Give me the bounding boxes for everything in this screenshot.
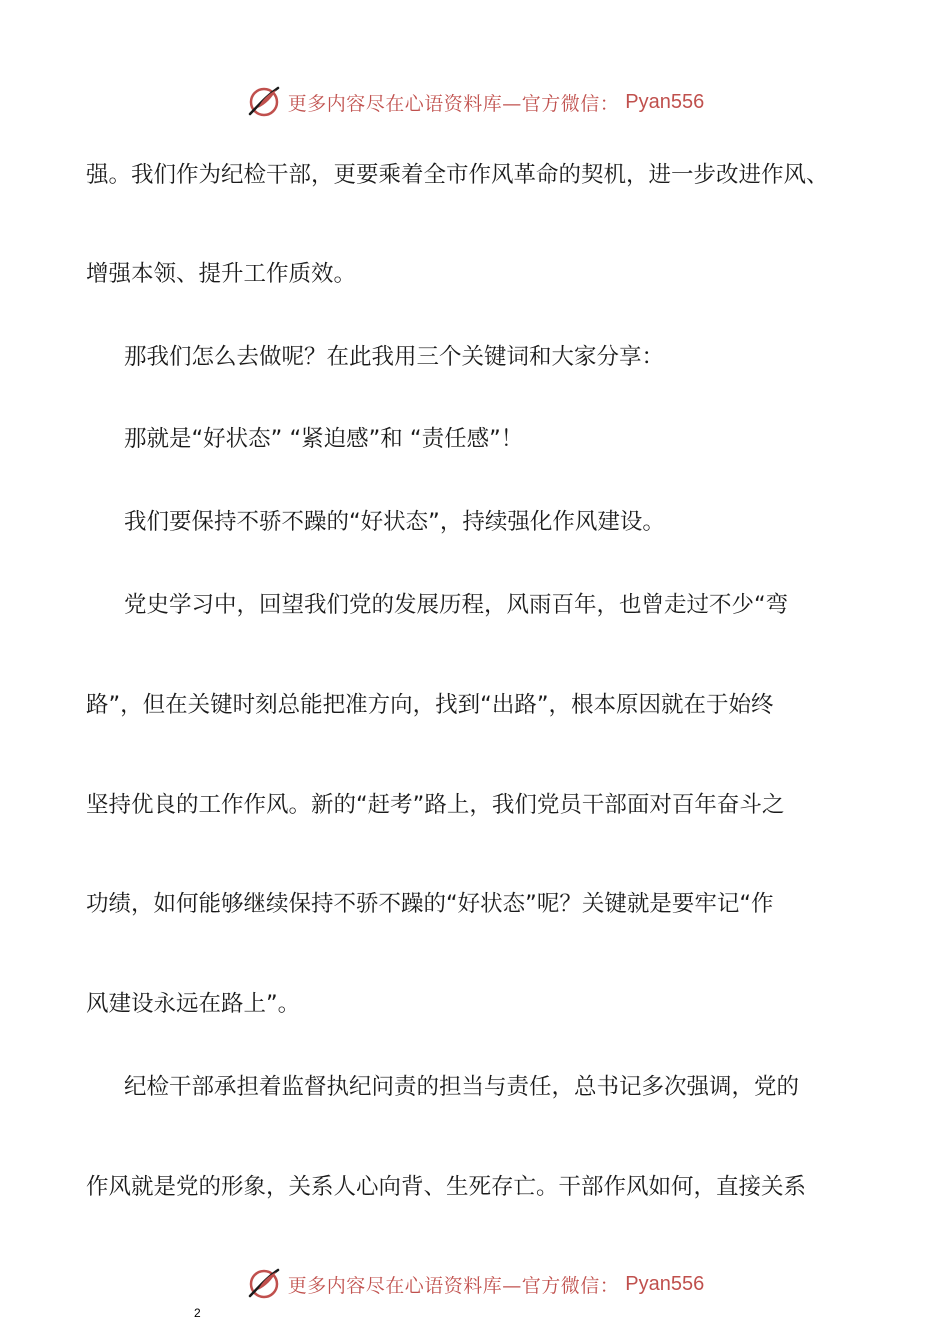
header-banner-text: 更多内容尽在心语资料库—官方微信： <box>287 92 620 115</box>
body-line: 风建设永远在路上”。 <box>86 991 301 1017</box>
page-number: 2 <box>194 1306 201 1320</box>
body-line: 坚持优良的工作作风。新的“赶考”路上，我们党员干部面对百年奋斗之 <box>86 792 785 818</box>
body-line: 功绩，如何能够继续保持不骄不躁的“好状态”呢？关键就是要牢记“作 <box>86 891 774 917</box>
body-line: 我们要保持不骄不躁的“好状态”，持续强化作风建设。 <box>124 509 665 535</box>
body-line: 那就是“好状态” “紧迫感”和 “责任感”！ <box>124 426 524 452</box>
quill-logo-icon <box>246 84 282 120</box>
body-line: 纪检干部承担着监督执纪问责的担当与责任，总书记多次强调，党的 <box>124 1074 800 1100</box>
body-line: 作风就是党的形象，关系人心向背、生死存亡。干部作风如何，直接关系 <box>86 1174 807 1200</box>
footer-banner-code: Pyan556 <box>625 1272 705 1295</box>
footer-banner-text: 更多内容尽在心语资料库—官方微信： <box>287 1274 620 1297</box>
body-line: 路”，但在关键时刻总能把准方向，找到“出路”，根本原因就在于始终 <box>86 692 774 718</box>
footer-banner <box>0 1266 950 1302</box>
body-line: 党史学习中，回望我们党的发展历程，风雨百年，也曾走过不少“弯 <box>124 592 789 618</box>
body-line: 增强本领、提升工作质效。 <box>86 261 357 287</box>
quill-logo-icon <box>246 1266 282 1302</box>
header-banner <box>0 84 950 120</box>
body-line: 强。我们作为纪检干部，更要乘着全市作风革命的契机，进一步改进作风、 <box>86 162 829 188</box>
body-line: 那我们怎么去做呢？在此我用三个关键词和大家分享： <box>124 344 665 370</box>
header-banner-code: Pyan556 <box>625 90 705 113</box>
